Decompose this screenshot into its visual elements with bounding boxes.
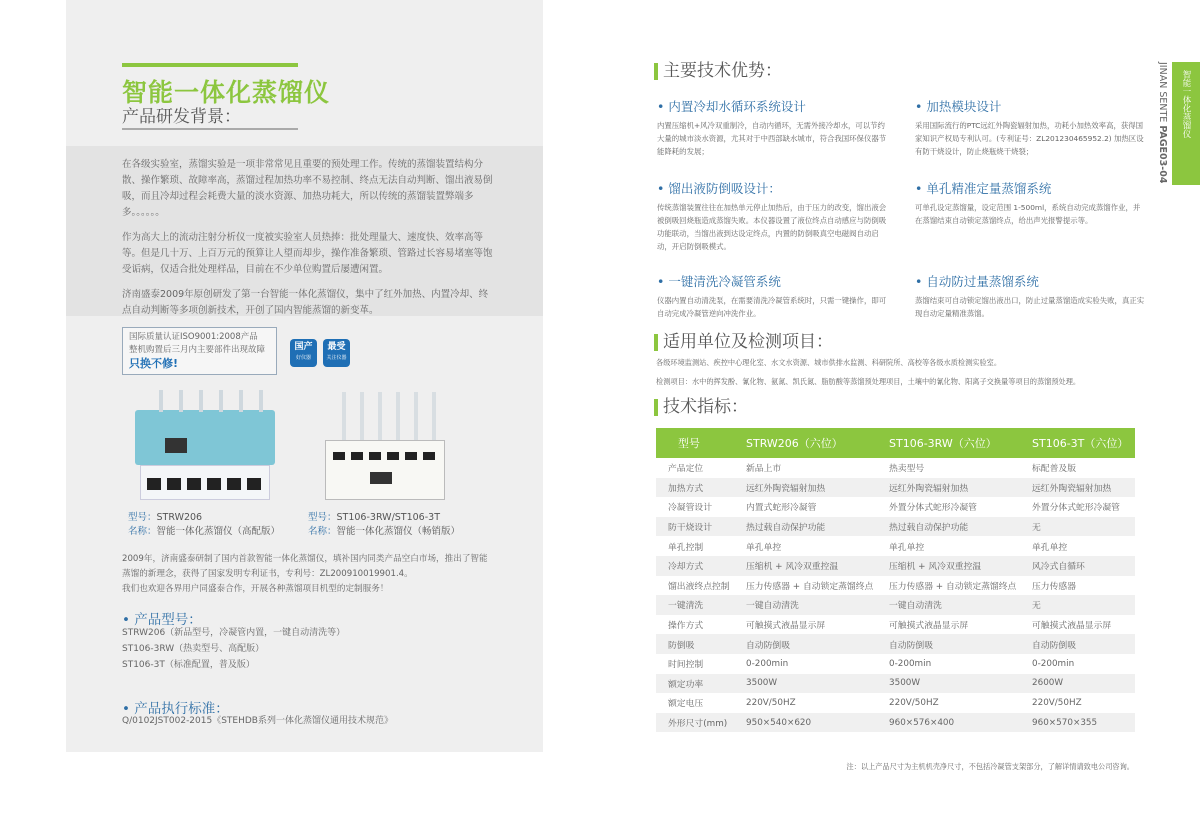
table-cell: 产品定位 [668, 464, 704, 475]
warranty-slogan: 只换不修! [129, 357, 179, 370]
table-row [656, 595, 1135, 615]
paragraph: 2009年，济南盛泰研制了国内首款智能一体化蒸馏仪，填补国内同类产品空白市场，推出了智能蒸馏的新理念，获得了国家发明专利证书，专利号：ZL200910019901.4。 [122, 554, 488, 579]
feature-text: 内置压缩机+风冷双重制冷，自动内循环，无需外接冷却水，可以节约大量的城市淡水资源，尤其对于中西部缺水城市，符合我国环保仪器节能降耗的发展； [657, 121, 887, 156]
table-row [656, 536, 1135, 556]
table-row [656, 497, 1135, 517]
table-cell: 一键清洗 [656, 595, 736, 615]
test-items: 检测项目：水中的挥发酚、氰化物、氨氮、凯氏氮、脂肪酸等蒸馏预处理项目，土壤中的氰化物、阳离子交换量等项目的蒸馏预处理。 [656, 377, 1081, 386]
table-cell: 加热方式 [656, 478, 736, 498]
table-cell: 远红外陶瓷辐射加热 [736, 478, 879, 498]
name: 智能一体化蒸馏仪（畅销版） [336, 526, 461, 537]
table-cell: 3500W [736, 674, 879, 694]
label: 名称： [128, 526, 157, 537]
product-image-st106 [325, 392, 445, 502]
table-cell: 单孔单控 [1032, 542, 1068, 553]
column-header: ST106-3T（六位） [1022, 428, 1135, 458]
table-cell: 960×570×355 [1022, 713, 1135, 733]
table-cell: 时间控制 [668, 660, 704, 671]
feature-6 [915, 272, 1145, 320]
feature-text: 蒸馏结束可自动锁定馏出液出口，防止过量蒸馏造成实验失败，真正实现自动定量精准蒸馏。 [915, 296, 1145, 318]
feature-text: 传统蒸馏装置往往在加热单元停止加热后，由于压力的改变，馏出液会被倒吸回烧瓶造成蒸馏失败。本仪器设置了液位终点自动感应与防倒吸功能联动，当馏出液到达设定终点，内置的防倒吸真空电磁阀自动启动，开启防倒吸模式。 [657, 203, 887, 251]
model: STRW206 [156, 512, 203, 523]
feature-text: 仪器内置自动清洗泵，在需要清洗冷凝管系统时，只需一键操作，即可自动完成冷凝管逆向冲洗作业。 [657, 296, 887, 318]
feature-title: • 内置冷却水循环系统设计 [657, 97, 887, 115]
background-text [122, 157, 497, 328]
table-cell: 压力传感器 + 自动锁定蒸馏终点 [889, 581, 1017, 592]
paragraph: 在各级实验室，蒸馏实验是一项非常常见且重要的预处理工作。传统的蒸馏装置结构分散、操作繁琐、故障率高，蒸馏过程加热功率不易控制、终点无法自动判断、馏出液易倒吸，而且冷却过程会耗费大量的淡水资源、加热功耗大，所以传统的蒸馏装置弊端多多。。。。。。 [122, 159, 493, 218]
side-page-label [1148, 62, 1168, 192]
table-row [656, 517, 1135, 537]
feature-1 [657, 97, 887, 158]
table-cell: 压缩机 + 风冷双重控温 [736, 556, 879, 576]
feature-2 [915, 97, 1145, 158]
table-cell: 操作方式 [668, 621, 704, 632]
table-cell: 2600W [1022, 674, 1135, 694]
table-cell: 外形尺寸(mm) [656, 713, 736, 733]
domestic-badge [290, 339, 317, 367]
favorite-badge [323, 339, 350, 367]
table-row [656, 713, 1135, 733]
table-cell: 热过载自动保护功能 [879, 517, 1022, 537]
paragraph: 济南盛泰2009年原创研发了第一台智能一体化蒸馏仪，集中了红外加热、内置冷却、终点自动判断等多项创新技术，开创了国内智能蒸馏的新变革。 [122, 289, 489, 316]
table-cell: 标配普及版 [1032, 464, 1076, 475]
table-cell: 冷凝管设计 [668, 503, 712, 514]
label: 型号： [308, 512, 337, 523]
feature-text: 可单孔设定蒸馏量，设定范围 1-500ml，系统自动完成蒸馏作业，并在蒸馏结束自动锁定蒸馏终点，给出声光报警提示等。 [915, 203, 1141, 225]
paragraph: 我们也欢迎各界用户同盛泰合作，开展各种蒸馏项目机型的定制服务！ [122, 584, 389, 594]
standard-text: Q/0102JST002-2015《STEHDB系列一体化蒸馏仪通用技术规范》 [122, 716, 393, 726]
table-row [656, 615, 1135, 635]
table-cell: 压缩机 + 风冷双重控温 [879, 556, 1022, 576]
table-cell: 可触摸式液晶显示屏 [746, 621, 826, 632]
title-rule [122, 63, 298, 67]
table-cell: 外置分体式蛇形冷凝管 [889, 503, 977, 514]
table-cell: 远红外陶瓷辐射加热 [879, 478, 1022, 498]
product-caption-1 [128, 511, 280, 539]
table-row [656, 634, 1135, 654]
table-cell: 220V/50HZ [746, 697, 796, 708]
table-cell: 220V/50HZ [1032, 697, 1082, 708]
badge-sub: 好仪器 [295, 355, 311, 361]
table-cell: 一键自动清洗 [879, 595, 1022, 615]
column-header: STRW206（六位） [736, 428, 879, 458]
table-cell: 防干烧设计 [656, 517, 736, 537]
table-cell: 950×540×620 [736, 713, 879, 733]
table-cell: 960×576×400 [879, 713, 1022, 733]
table-cell: 防倒吸 [656, 634, 736, 654]
label: 型号： [128, 512, 157, 523]
table-cell: 单孔控制 [668, 542, 704, 553]
page-number: PAGE03-04 [1157, 125, 1168, 184]
badge-main: 最受 [327, 342, 346, 352]
table-cell: 一键自动清洗 [736, 595, 879, 615]
feature-title: • 单孔精准定量蒸馏系统 [915, 179, 1145, 197]
advantages-heading: 主要技术优势： [654, 63, 782, 80]
table-cell: 可触摸式液晶显示屏 [1032, 621, 1112, 632]
model-item: STRW206（新品型号，冷凝管内置，一键自动清洗等） [122, 628, 346, 638]
badge-main: 国产 [294, 342, 313, 352]
table-row [656, 576, 1135, 596]
page-subtitle: 产品研发背景： [122, 107, 241, 127]
table-cell: 自动防倒吸 [1022, 634, 1135, 654]
feature-title: • 馏出液防倒吸设计： [657, 179, 887, 197]
model-item: ST106-3RW（热卖型号、高配版） [122, 644, 265, 654]
table-cell: 0-200min [889, 658, 932, 669]
standard-heading: • 产品执行标准： [122, 697, 229, 717]
table-cell: 热过载自动保护功能 [736, 517, 879, 537]
table-cell: 可触摸式液晶显示屏 [889, 621, 969, 632]
table-row [656, 458, 1135, 478]
warranty-line: 整机购置后三月内主要部件出现故障 [129, 345, 266, 355]
table-cell: 压力传感器 + 自动锁定蒸馏终点 [746, 581, 874, 592]
feature-text: 采用国际流行的PTC远红外陶瓷辐射加热，功耗小加热效率高，获得国家知识产权局专利认可。(专利证号：ZL201230465952.2) 加热区设有防干烧设计，防止烧瓶烧干烧裂； [915, 121, 1144, 156]
feature-3 [657, 179, 887, 253]
table-row [656, 478, 1135, 498]
applicable-units: 各级环境监测站、疾控中心理化室、水文水资源、城市供排水监测、科研院所、高校等各级水质检测实验室。 [656, 358, 1002, 367]
table-row [656, 556, 1135, 576]
feature-title: • 加热模块设计 [915, 97, 1145, 115]
table-cell: 压力传感器 [1032, 581, 1076, 592]
specs-heading: 技术指标： [654, 399, 748, 416]
warranty-line: 国际质量认证ISO9001:2008产品 [129, 332, 258, 342]
brand-text: JINAN SENTE [1157, 62, 1168, 123]
models-list [122, 625, 345, 673]
model: ST106-3RW/ST106-3T [336, 512, 441, 523]
feature-title: • 一键清洗冷凝管系统 [657, 272, 887, 290]
feature-title: • 自动防过量蒸馏系统 [915, 272, 1145, 290]
product-image-strw206 [135, 390, 275, 502]
table-cell: 0-200min [1032, 658, 1075, 669]
side-tab: 智能一体化蒸馏仪 [1172, 62, 1200, 185]
specs-table [656, 428, 1135, 732]
table-cell: 单孔单控 [746, 542, 782, 553]
table-row [656, 674, 1135, 694]
table-cell: 新品上市 [746, 464, 782, 475]
table-note: 注：以上产品尺寸为主机机壳净尺寸，不包括冷凝管支架部分，了解详情请致电公司咨询。 [846, 762, 1134, 771]
table-row [656, 693, 1135, 713]
table-header [656, 428, 1135, 458]
feature-4 [915, 179, 1145, 227]
table-cell: 自动防倒吸 [736, 634, 879, 654]
table-cell: 馏出液终点控制 [668, 581, 730, 592]
table-cell: 无 [1022, 517, 1135, 537]
feature-5 [657, 272, 887, 320]
table-cell: 内置式蛇形冷凝管 [746, 503, 817, 514]
model-item: ST106-3T（标准配置，普及版） [122, 660, 255, 670]
subtitle-rule [122, 128, 298, 130]
table-cell: 额定电压 [668, 699, 704, 710]
table-cell: 外置分体式蛇形冷凝管 [1032, 503, 1120, 514]
product-caption-2 [308, 511, 460, 539]
label: 名称： [308, 526, 337, 537]
models-heading: • 产品型号： [122, 608, 202, 628]
table-cell: 远红外陶瓷辐射加热 [1022, 478, 1135, 498]
table-cell: 0-200min [746, 658, 789, 669]
table-cell: 220V/50HZ [889, 697, 939, 708]
page-title: 智能一体化蒸馏仪 [122, 78, 331, 107]
column-header: 型号 [656, 428, 736, 458]
column-header: ST106-3RW（六位） [879, 428, 1022, 458]
badge-sub: 关注仪器 [326, 355, 347, 361]
table-cell: 风冷式自循环 [1022, 556, 1135, 576]
table-row [656, 654, 1135, 674]
table-cell: 单孔单控 [889, 542, 925, 553]
applicable-heading: 适用单位及检测项目： [654, 334, 833, 351]
table-cell: 热卖型号 [889, 464, 925, 475]
warranty-box [122, 327, 277, 375]
paragraph: 作为高大上的流动注射分析仪一度被实验室人员热捧：批处理量大、速度快、效率高等等。但是几十万、上百万元的预算让人望而却步，操作准备繁琐、管路过长容易堵塞等饱受诟病，仅适合批处理样品，目前在不少单位购置后屡遭闲置。 [122, 232, 493, 275]
table-cell: 额定功率 [656, 674, 736, 694]
history-text [122, 552, 492, 597]
table-cell: 3500W [879, 674, 1022, 694]
name: 智能一体化蒸馏仪（高配版） [156, 526, 281, 537]
table-cell: 自动防倒吸 [879, 634, 1022, 654]
table-cell: 无 [1022, 595, 1135, 615]
table-cell: 冷却方式 [656, 556, 736, 576]
